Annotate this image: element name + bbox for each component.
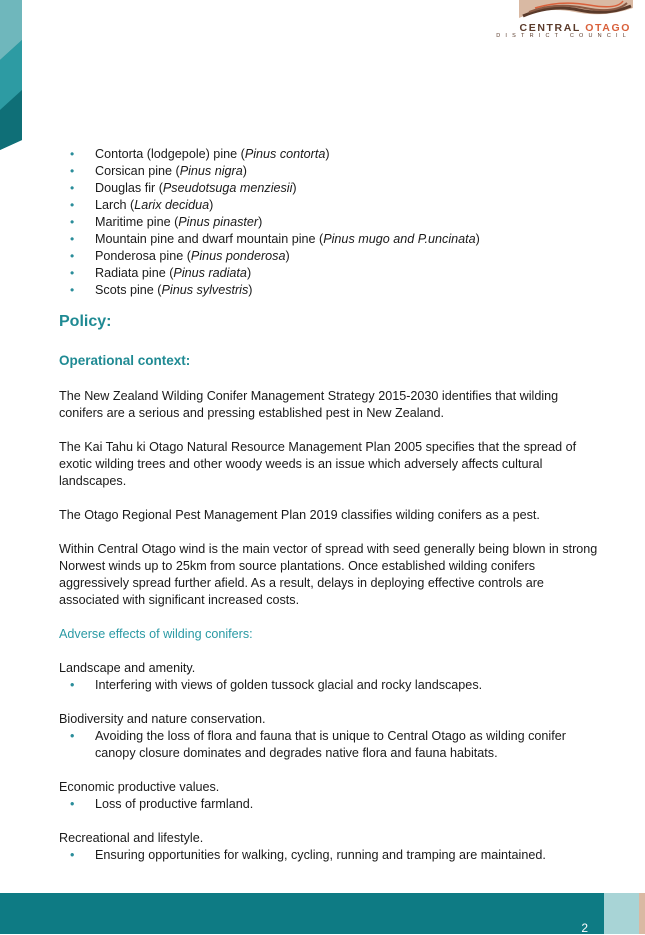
species-item: • Larch (Larix decidua) [59, 197, 599, 214]
effect-heading: Recreational and lifestyle. [59, 831, 204, 845]
effect-item: • Ensuring opportunities for walking, cycling, running and tramping are maintained. [59, 847, 599, 864]
effect-item: • Avoiding the loss of flora and fauna that is unique to Central Otago as wilding conifer canopy closure dominates and degrades native flora and fauna habitats. [59, 728, 599, 762]
species-item: • Ponderosa pine (Pinus ponderosa) [59, 248, 599, 265]
effect-heading: Economic productive values. [59, 780, 220, 794]
effect-item: • Loss of productive farmland. [59, 796, 599, 813]
species-item: • Maritime pine (Pinus pinaster) [59, 214, 599, 231]
logo-subtitle: DISTRICT COUNCIL [496, 33, 631, 39]
species-list [59, 146, 599, 299]
effect-heading: Landscape and amenity. [59, 661, 196, 675]
effect-list [59, 796, 599, 813]
council-logo [496, 0, 637, 40]
adverse-effects-heading: Adverse effects of wilding conifers: [59, 627, 253, 641]
effect-item: • Interfering with views of golden tussock glacial and rocky landscapes. [59, 677, 599, 694]
operational-context-heading: Operational context: [59, 353, 191, 368]
footer-light-block [604, 893, 639, 934]
effect-list [59, 847, 599, 864]
effect-heading: Biodiversity and nature conservation. [59, 712, 266, 726]
document-body [59, 146, 599, 864]
page-number: 2 [581, 921, 588, 935]
effect-list [59, 677, 599, 694]
species-item: • Contorta (lodgepole) pine (Pinus contorta) [59, 146, 599, 163]
species-item: • Radiata pine (Pinus radiata) [59, 265, 599, 282]
footer-band [0, 893, 645, 934]
paragraph: The Otago Regional Pest Management Plan 2019 classifies wilding conifers as a pest. [59, 508, 540, 522]
paragraph: The New Zealand Wilding Conifer Management Strategy 2015-2030 identifies that wilding conifers are a serious and pressing established pest in New Zealand. [59, 389, 559, 420]
species-item: • Corsican pine (Pinus nigra) [59, 163, 599, 180]
policy-heading: Policy: [59, 313, 112, 330]
effect-list [59, 728, 599, 762]
paragraph: Within Central Otago wind is the main vector of spread with seed generally being blown in strong Norwest winds up to 25km from source plantations. Once established wilding conifers aggressively spread further afield. As a result, delays in deploying effective controls are associated with significant increased costs. [59, 542, 598, 607]
corner-decoration [0, 0, 30, 150]
logo-landscape-graphic [515, 0, 637, 18]
footer-teal-band [0, 893, 604, 934]
paragraph: The Kai Tahu ki Otago Natural Resource Management Plan 2005 specifies that the spread of exotic wilding trees and other woody weeds is an issue which adversely affects cultural landscapes. [59, 440, 577, 488]
species-item: • Douglas fir (Pseudotsuga menziesii) [59, 180, 599, 197]
logo-title: CENTRAL OTAGO [519, 22, 631, 34]
species-item: • Scots pine (Pinus sylvestris) [59, 282, 599, 299]
species-item: • Mountain pine and dwarf mountain pine (Pinus mugo and P.uncinata) [59, 231, 599, 248]
footer-tan-block [639, 893, 645, 934]
